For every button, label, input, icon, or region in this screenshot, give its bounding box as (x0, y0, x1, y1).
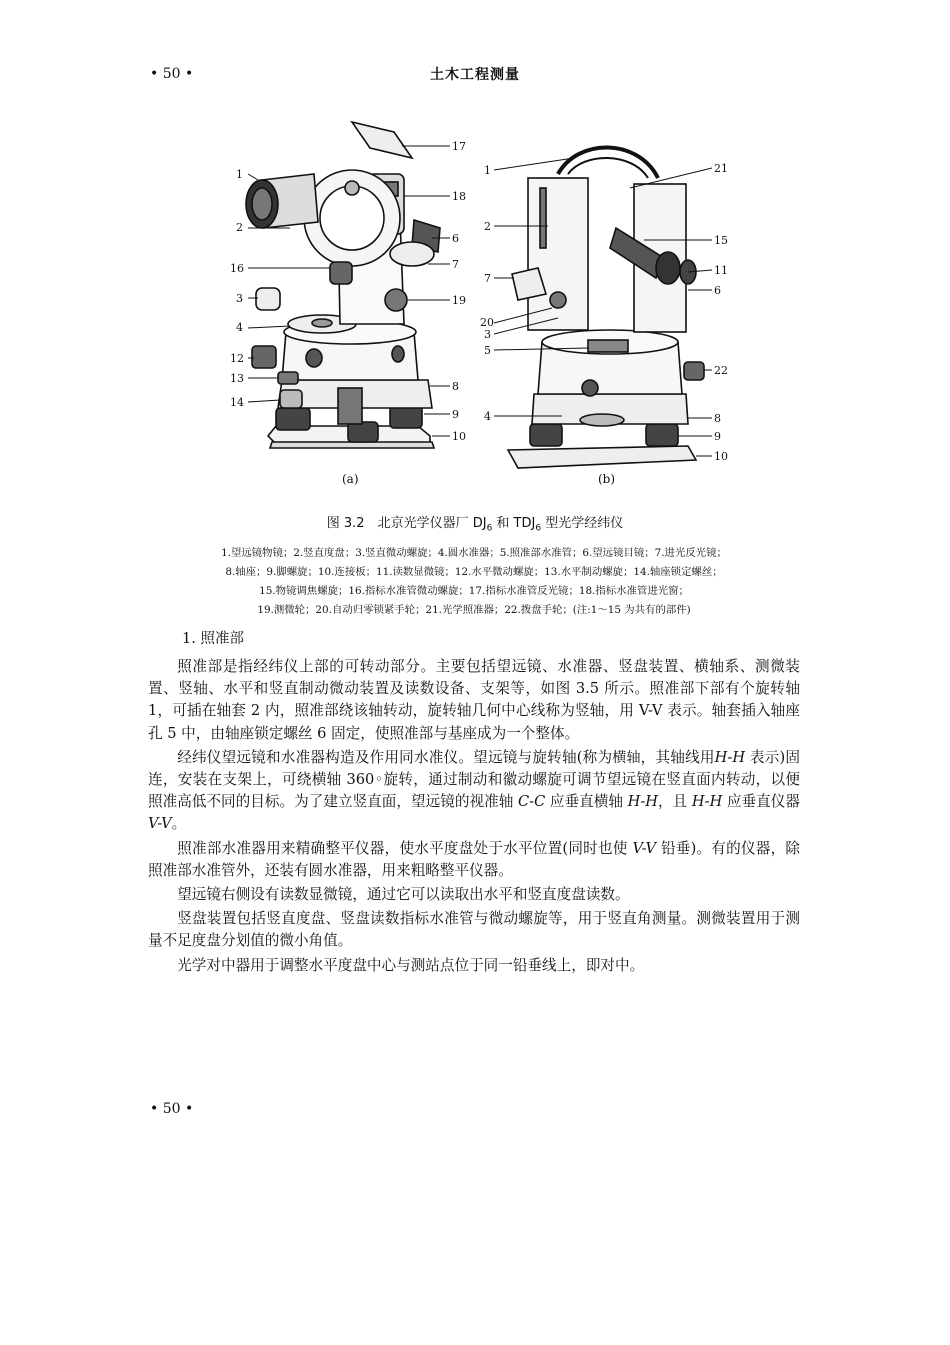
figure-legend (150, 544, 798, 620)
label-a-1: 1 (236, 168, 243, 181)
caption-mid: 和 TDJ (492, 516, 536, 531)
label-a-8: 8 (452, 380, 459, 393)
label-a-18: 18 (452, 190, 466, 203)
theodolite-a-drawing (246, 122, 450, 448)
label-b-10: 10 (714, 450, 728, 463)
label-a-14: 14 (230, 396, 244, 409)
section-title: 1. 照准部 (182, 631, 244, 647)
label-b-15: 15 (714, 234, 728, 247)
p2-text: 应垂直仪器 (722, 793, 800, 811)
footer-page-number: • 50 • (150, 1101, 194, 1117)
paragraph-3 (148, 838, 800, 882)
legend-line: 15.物镜调焦螺旋；16.指标水准管微动螺旋；17.指标水准管反光镜；18.指标水准管进光窗； (259, 585, 689, 597)
label-b-7: 7 (484, 272, 491, 285)
caption-sub-1: 6 (486, 523, 493, 534)
p2-axis: H-H (714, 748, 746, 766)
paragraph-5: 竖盘装置包括竖直度盘、竖盘读数指标水准管与微动螺旋等，用于竖直角测量。测微装置用于测量不足度盘分划值的微小角值。 (148, 910, 800, 950)
body-text (148, 656, 800, 979)
p3-text: 铅垂)。有的仪器，除照准部水准管外，还装有圆水准器，用来粗略整平仪器。 (148, 839, 800, 879)
p2-axis: V-V (148, 815, 172, 833)
legend-line: 8.轴座；9.脚螺旋；10.连接板；11.读数显微镜；12.水平微动螺旋；13.水平制动螺旋；14.轴座锁定螺丝； (225, 566, 723, 578)
p3-axis: V-V (632, 839, 657, 857)
label-b-21: 21 (714, 162, 728, 175)
label-a-19: 19 (452, 294, 466, 307)
label-b-8: 8 (714, 412, 721, 425)
caption-prefix: 图 3.2 北京光学仪器厂 DJ (326, 516, 487, 531)
header-page-number: • 50 • (150, 66, 194, 82)
p2-text: 表示)固连，安装在支架上，可绕横轴 360◦旋转，通过制动和徽动螺旋可调节望远镜在竖直面内转动，以便照准高低不同的目标。为了建立竖直面，望远镜的视准轴 (148, 748, 800, 811)
figure-caption (0, 512, 950, 534)
label-a-16: 16 (230, 262, 244, 275)
theodolite-b-drawing (494, 147, 712, 468)
p2-text: ，其轴线用 (640, 748, 715, 766)
caption-sub-2: 6 (535, 523, 542, 534)
label-a-7: 7 (452, 258, 459, 271)
theodolite-figure (218, 118, 758, 490)
label-a-17: 17 (452, 140, 466, 153)
label-a-12: 12 (230, 352, 244, 365)
label-b-9: 9 (714, 430, 721, 443)
paragraph-4: 望远镜右侧设有读数显微镜，通过它可以读取出水平和竖直度盘读数。 (177, 886, 630, 904)
label-a-10: 10 (452, 430, 466, 443)
legend-line: 19.测微轮；20.自动归零锁紧手轮；21.光学照准器；22.拨盘手轮；(注:1～15 为共有的部件) (257, 604, 691, 616)
p2-axis: C-C (517, 793, 546, 811)
label-a-6: 6 (452, 232, 459, 245)
label-a-3: 3 (236, 292, 243, 305)
label-b-20: 20 (480, 316, 494, 329)
p2-text: 应垂直横轴 (545, 793, 628, 811)
p2-text: ，且 (658, 793, 692, 811)
figure-sub-label-a: (a) (342, 472, 359, 486)
legend-line: 1.望远镜物镜；2.竖直度盘；3.竖直微动螺旋；4.圆水准器；5.照准部水准管；6.望远镜目镜；7.进光反光镜； (221, 547, 727, 559)
caption-suffix: 型光学经纬仪 (541, 516, 624, 531)
p2-axis: H-H (627, 793, 658, 811)
p2-axis: H-H (691, 793, 723, 811)
label-a-9: 9 (452, 408, 459, 421)
paragraph-1: 照准部是指经纬仪上部的可转动部分。主要包括望远镜、水准器、竖盘装置、横轴系、测微装置、竖轴、水平和竖直制动微动装置及读数设备、支架等，如图 3.5 所示。照准部下部有个旋转轴 1，可插在轴套 2 内，照准部绕该轴转动，旋转轴几何中心线称为竖轴，用 V-V 表示。轴套插入轴座孔 5 中，由轴座锁定螺丝 6 固定，使照准部与基座成为一个整体。 (148, 658, 800, 742)
paragraph-2 (148, 747, 800, 836)
label-b-2: 2 (484, 220, 491, 233)
label-b-11: 11 (714, 264, 728, 277)
p2-keyword: 横轴 (612, 749, 641, 766)
figure-sub-label-b: (b) (598, 472, 616, 486)
p2-text: 经纬仪望远镜和水准器构造及作用同水准仪。望远镜与旋转轴(称为 (177, 748, 613, 766)
label-a-2: 2 (236, 221, 243, 234)
label-b-4: 4 (484, 410, 491, 423)
label-a-4: 4 (236, 321, 243, 334)
p2-text: 。 (171, 815, 187, 833)
label-b-3: 3 (484, 328, 491, 341)
p3-text: 照准部水准器用来精确整平仪器，使水平度盘处于水平位置(同时也使 (177, 839, 633, 857)
paragraph-6: 光学对中器用于调整水平度盘中心与测站点位于同一铅垂线上，即对中。 (177, 956, 645, 974)
header-book-title: 土木工程测量 (430, 67, 520, 83)
label-b-6: 6 (714, 284, 721, 297)
label-a-13: 13 (230, 372, 244, 385)
label-b-22: 22 (714, 364, 728, 377)
label-b-1: 1 (484, 164, 491, 177)
label-b-5: 5 (484, 344, 491, 357)
